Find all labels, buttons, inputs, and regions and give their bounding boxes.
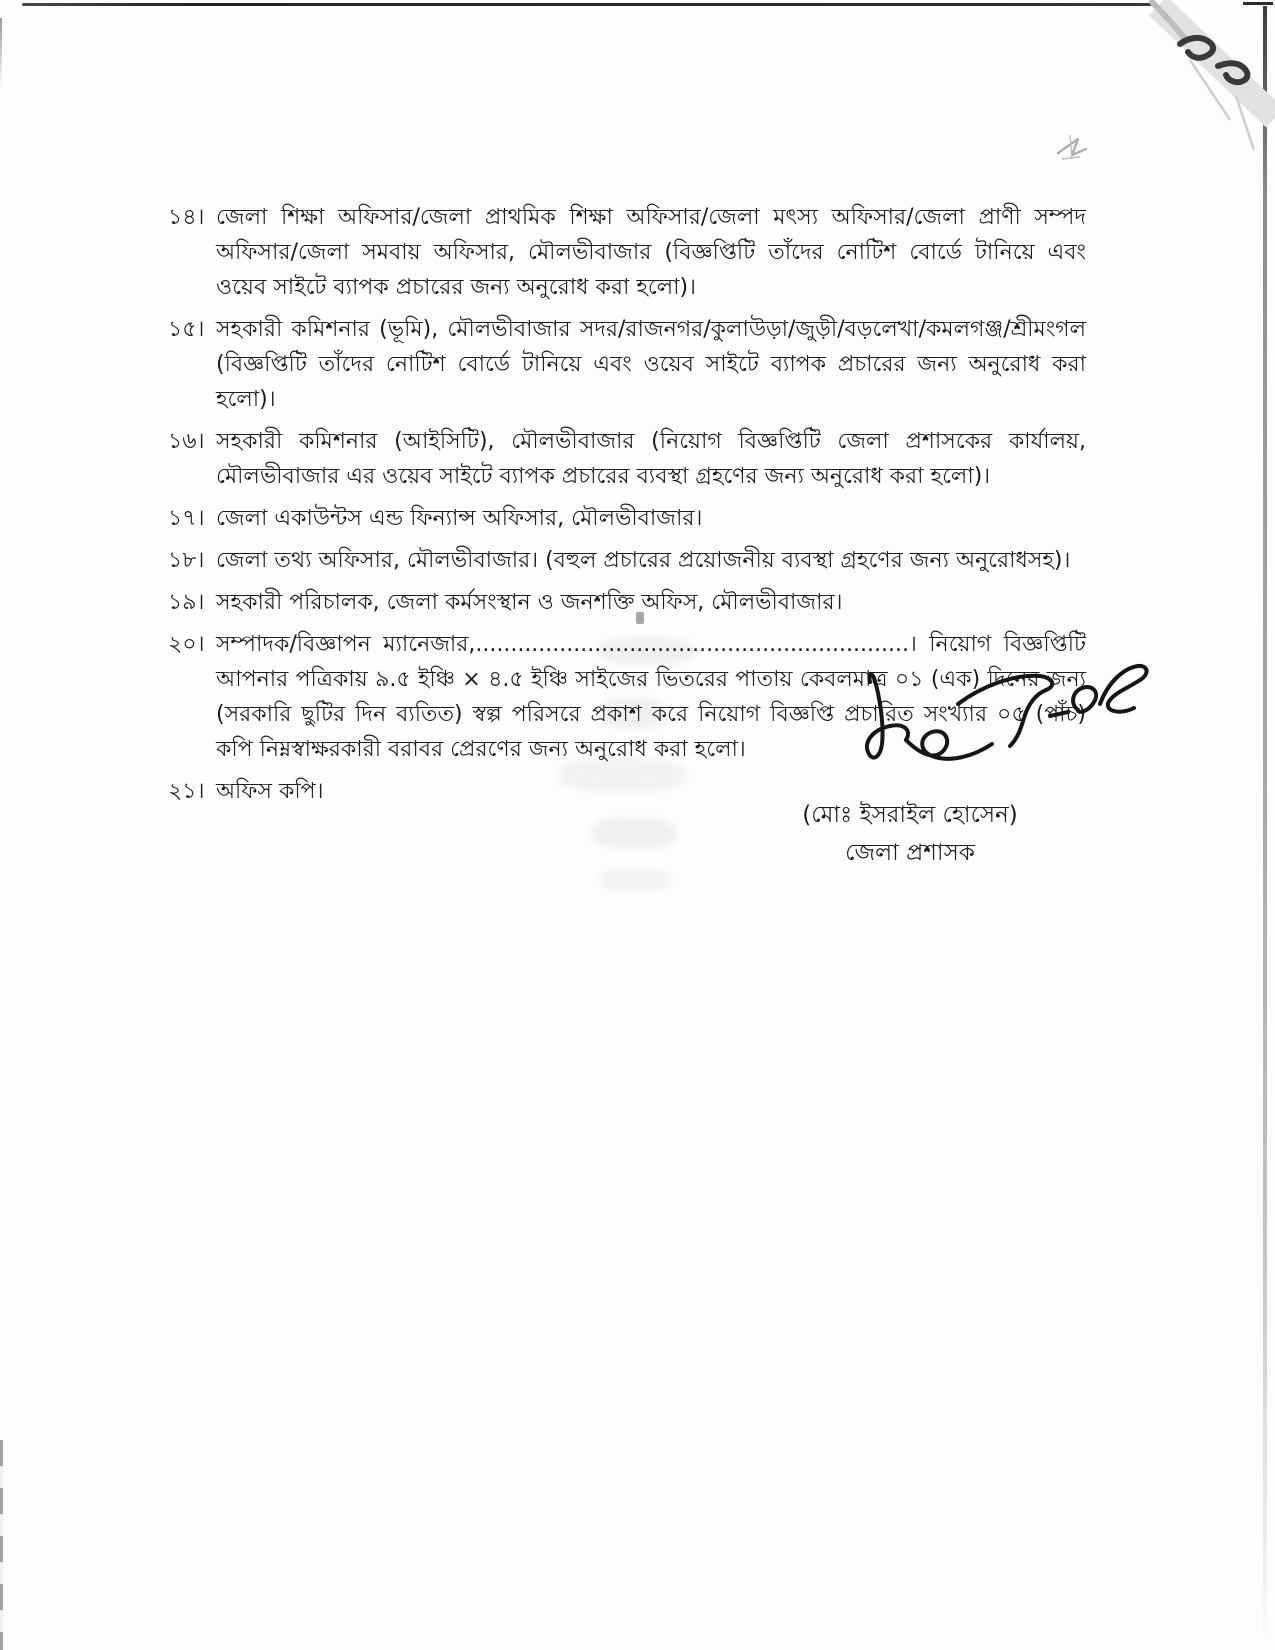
- list-item-19: [168, 585, 1086, 620]
- scan-left-edge-mark: [0, 18, 2, 88]
- list-item-number: ১৯।: [168, 590, 205, 615]
- list-item-text: জেলা একাউন্টস এন্ড ফিন্যান্স অফিসার, মৌলভীবাজার।: [216, 506, 703, 531]
- scan-left-edge-mark-bottom: [0, 1440, 3, 1650]
- list-item-number: ১৮।: [168, 548, 205, 573]
- scan-right-edge-line: [1263, 6, 1267, 1650]
- list-item-number: ২১।: [168, 779, 205, 804]
- list-item-16: [168, 424, 1086, 494]
- list-item-text: সহকারী পরিচালক, জেলা কর্মসংস্থান ও জনশক্তি অফিস, মৌলভীবাজার।: [216, 590, 843, 615]
- list-item-number: ১৭।: [168, 506, 205, 531]
- list-item-number: ২০।: [168, 632, 205, 657]
- scan-top-edge-line: [22, 3, 1154, 6]
- list-item-text: জেলা শিক্ষা অফিসার/জেলা প্রাথমিক শিক্ষা অফিসার/জেলা মৎস্য অফিসার/জেলা প্রাণী সম্পদ অফিসার/জেলা সমবায় অফিসার, মৌলভীবাজার (বিজ্ঞপ্তিটি তাঁদের নোটিশ বোর্ডে টানিয়ে এবং ওয়েব সাইটে ব্যাপক প্রচারের জন্য অনুরোধ করা হলো)।: [216, 205, 1086, 300]
- list-item-text: সম্পাদক/বিজ্ঞাপন ম্যানেজার,..............................................................। নিয়োগ বিজ্ঞপ্তিটি আপনার পত্রিকায় ৯.৫ ইঞ্চি × ৪.৫ ইঞ্চি সাইজের ভিতরের পাতায় কেবলমাত্র ০১ (এক) দিনের জন্য (সরকারি ছুটির দিন ব্যতিত) স্বল্প পরিসরে প্রকাশ করে নিয়োগ বিজ্ঞপ্তি প্রচারিত সংখ্যার ০৫ (পাঁচ) কপি নিম্নস্বাক্ষরকারী বরাবর প্রেরণের জন্য অনুরোধ করা হলো।: [216, 632, 1086, 762]
- pen-mark-artifact: [1048, 125, 1094, 171]
- list-item-14: [168, 200, 1086, 305]
- signatory-name: (মোঃ ইসরাইল হোসেন): [802, 802, 1018, 828]
- signature-scribble: [832, 652, 1152, 782]
- list-item-15: [168, 312, 1086, 417]
- list-item-17: [168, 501, 1086, 536]
- signatory-title: জেলা প্রশাসক: [845, 840, 975, 866]
- list-item-text: অফিস কপি।: [216, 779, 324, 804]
- bleedthrough-smudge: [592, 818, 676, 848]
- list-item-text: সহকারী কমিশনার (আইসিটি), মৌলভীবাজার (নিয়োগ বিজ্ঞপ্তিটি জেলা প্রশাসকের কার্যালয়, মৌলভীবাজার এর ওয়েব সাইটে ব্যাপক প্রচারের ব্যবস্থা গ্রহণের জন্য অনুরোধ করা হলো)।: [216, 429, 1086, 489]
- list-item-text: জেলা তথ্য অফিসার, মৌলভীবাজার। (বহুল প্রচারের প্রয়োজনীয় ব্যবস্থা গ্রহণের জন্য অনুরোধসহ)।: [216, 548, 1071, 573]
- list-item-number: ১৬।: [168, 429, 205, 454]
- bleedthrough-smudge: [600, 868, 670, 892]
- list-item-number: ১৫।: [168, 317, 205, 342]
- list-item-18: [168, 543, 1086, 578]
- list-item-number: ১৪।: [168, 205, 205, 230]
- list-item-text: সহকারী কমিশনার (ভূমি), মৌলভীবাজার সদর/রাজনগর/কুলাউড়া/জুড়ী/বড়লেখা/কমলগঞ্জ/শ্রীমংগল (বিজ্ঞপ্তিটি তাঁদের নোটিশ বোর্ডে টানিয়ে এবং ওয়েব সাইটে ব্যাপক প্রচারের জন্য অনুরোধ করা হলো)।: [216, 317, 1086, 412]
